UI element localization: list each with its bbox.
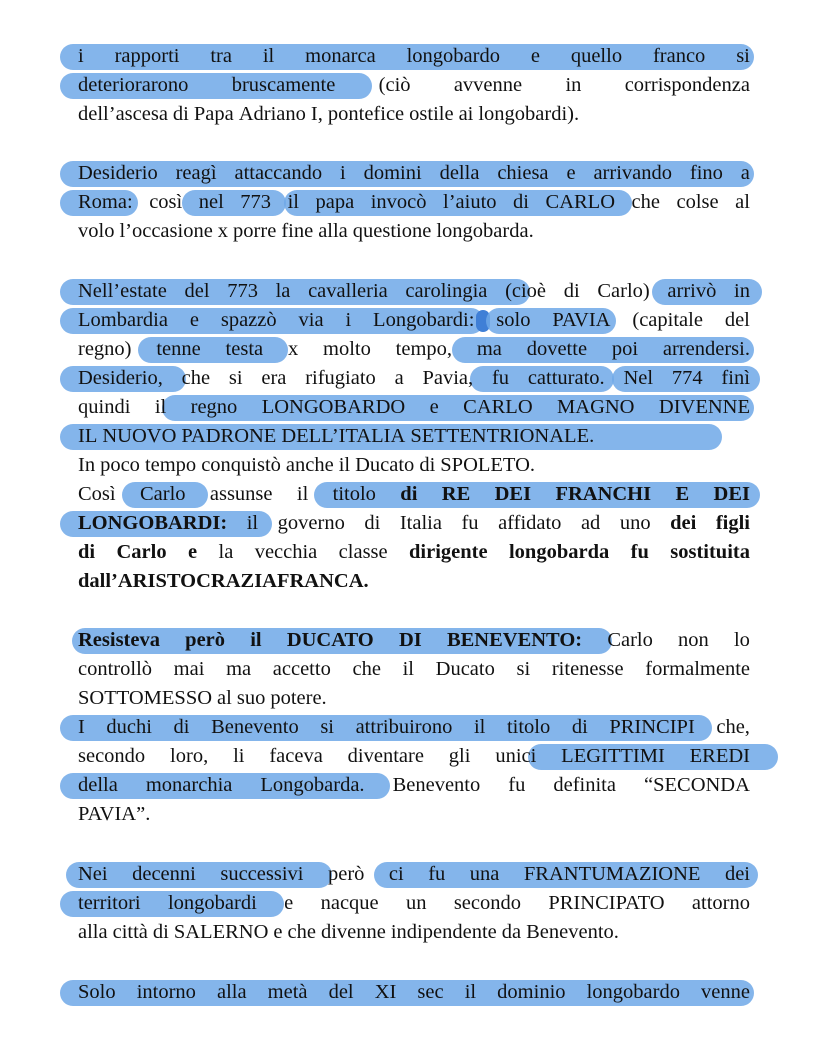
word: Carlo — [607, 629, 653, 651]
word: l’aiuto — [443, 191, 497, 213]
word: attaccando — [234, 162, 323, 184]
word: sostituita — [670, 541, 750, 563]
text-line — [78, 480, 750, 509]
word: fu — [508, 774, 526, 796]
word: il — [250, 629, 262, 651]
text-line — [78, 538, 750, 567]
word: invocò — [370, 191, 427, 213]
word: PRINCIPI — [609, 716, 695, 738]
text-line — [78, 422, 750, 451]
word: Carlo) — [597, 280, 650, 302]
word: Carlo — [139, 483, 186, 505]
word: (cioè — [505, 280, 547, 302]
word: della — [439, 162, 480, 184]
word: di — [78, 541, 96, 563]
word: (capitale — [632, 309, 703, 331]
word: metà — [267, 981, 308, 1003]
word: figli — [715, 512, 750, 534]
word: dei — [670, 512, 697, 534]
word: controllò — [78, 658, 153, 680]
word: tempo — [144, 454, 197, 476]
word: definita — [553, 774, 616, 796]
word: il — [296, 483, 309, 505]
word: di — [152, 921, 169, 943]
word: della — [78, 774, 118, 796]
word: dirigente — [409, 541, 488, 563]
word: volo — [78, 220, 115, 242]
word: un — [405, 892, 427, 914]
word: EREDI — [689, 745, 750, 767]
word: rapporti — [114, 45, 180, 67]
word: al — [735, 191, 750, 213]
word: fu — [630, 541, 649, 563]
word: però — [327, 863, 365, 885]
word: a — [394, 367, 404, 389]
word: li — [233, 745, 245, 767]
word: attorno — [691, 892, 750, 914]
word: da — [501, 921, 522, 943]
word: diventare — [347, 745, 424, 767]
text-line — [78, 889, 750, 918]
word: di — [419, 454, 436, 476]
word: DI — [398, 629, 422, 651]
word: e — [189, 309, 199, 331]
word: attribuirono — [355, 716, 453, 738]
word: Longobarda. — [260, 774, 365, 796]
text-line — [78, 771, 750, 800]
text-line — [78, 217, 750, 246]
word: deteriorarono — [78, 74, 189, 96]
text-line — [78, 713, 750, 742]
word: duchi — [106, 716, 152, 738]
word: successivi — [220, 863, 304, 885]
word: Benevento — [211, 716, 299, 738]
word: del — [184, 280, 210, 302]
word: monarca — [305, 45, 376, 67]
word: CARLO — [463, 396, 533, 418]
word: loro, — [170, 745, 209, 767]
word: il — [338, 454, 351, 476]
word: Desiderio — [78, 162, 158, 184]
word: fino — [689, 162, 723, 184]
word: SOTTOMESSO — [78, 687, 213, 709]
word: Solo — [78, 981, 116, 1003]
word: E — [675, 483, 690, 505]
word: titolo — [332, 483, 376, 505]
word: Desiderio, — [78, 367, 163, 389]
word: ad — [580, 512, 601, 534]
word: poco — [100, 454, 140, 476]
word: corrispondenza — [624, 74, 750, 96]
text-line — [78, 978, 750, 1007]
word: indipendente — [390, 921, 497, 943]
word: di — [513, 191, 529, 213]
word: Adriano — [238, 103, 306, 125]
word: a — [740, 162, 750, 184]
word: DEI — [713, 483, 750, 505]
word: longobardo — [586, 981, 680, 1003]
word: i — [340, 162, 346, 184]
text-line — [78, 742, 750, 771]
word: IL — [78, 425, 98, 447]
word: papa — [315, 191, 355, 213]
word: FRANCA. — [276, 570, 369, 592]
word: longobardo — [406, 45, 500, 67]
word: classe — [338, 541, 388, 563]
text-line — [78, 364, 750, 393]
word: di — [563, 280, 580, 302]
word: che — [181, 367, 211, 389]
word: secondo — [453, 892, 522, 914]
word: di — [571, 716, 588, 738]
word: fine — [281, 220, 314, 242]
word: LONGOBARDI: — [78, 512, 228, 534]
word: pontefice — [327, 103, 405, 125]
word: longobardi — [167, 892, 257, 914]
word: città — [112, 921, 148, 943]
word: PAVIA”. — [78, 803, 151, 825]
text-line — [78, 626, 750, 655]
word: NUOVO — [102, 425, 177, 447]
word: i — [345, 309, 352, 331]
word: titolo — [506, 716, 551, 738]
word: vecchia — [254, 541, 318, 563]
word: LONGOBARDO — [261, 396, 406, 418]
word: Ducato — [435, 658, 495, 680]
word: decenni — [132, 863, 196, 885]
word: DIVENNE — [658, 396, 750, 418]
word: domini — [363, 162, 422, 184]
word: (ciò — [378, 74, 411, 96]
word: gli — [448, 745, 471, 767]
word: che — [287, 921, 316, 943]
text-line — [78, 567, 750, 596]
word: in — [734, 280, 750, 302]
word: governo — [277, 512, 345, 534]
word: catturato. — [527, 367, 605, 389]
word: arrivò — [667, 280, 717, 302]
word: si — [516, 658, 531, 680]
word: era — [261, 367, 287, 389]
word: longobarda — [508, 541, 610, 563]
word: Longobardi: — [373, 309, 475, 331]
word: nel — [198, 191, 224, 213]
word: fu — [491, 367, 510, 389]
word: anche — [285, 454, 334, 476]
text-line — [78, 860, 750, 889]
word: l’occasione — [119, 220, 213, 242]
word: conquistò — [201, 454, 281, 476]
word: mai — [173, 658, 205, 680]
word: chiesa — [497, 162, 549, 184]
word: DEI — [494, 483, 532, 505]
word: il — [287, 191, 299, 213]
word: intorno — [136, 981, 196, 1003]
word: colse — [676, 191, 719, 213]
word: sec — [417, 981, 444, 1003]
word: la — [218, 541, 234, 563]
word: Nel — [623, 367, 654, 389]
word: x — [217, 220, 229, 242]
word: formalmente — [645, 658, 750, 680]
word: di — [173, 716, 190, 738]
word: CARLO — [545, 191, 615, 213]
word: il — [402, 658, 414, 680]
word: di — [172, 103, 189, 125]
word: XI — [374, 981, 397, 1003]
word: longobardi). — [478, 103, 580, 125]
word: testa — [225, 338, 264, 360]
word: dovette — [526, 338, 588, 360]
word: 773 — [240, 191, 272, 213]
text-line — [78, 306, 750, 335]
word: regno — [190, 396, 238, 418]
word: e — [284, 892, 294, 914]
word: del — [328, 981, 354, 1003]
word: alla — [216, 981, 247, 1003]
word: Ducato — [355, 454, 415, 476]
word: DELL’ITALIA — [281, 425, 406, 447]
word: il — [464, 981, 477, 1003]
word: dei — [724, 863, 750, 885]
word: così — [149, 191, 183, 213]
word: RE — [441, 483, 471, 505]
word: fu — [428, 863, 446, 885]
word: reagì — [175, 162, 217, 184]
word: il — [473, 716, 486, 738]
word: i — [78, 45, 84, 67]
text-line — [78, 393, 750, 422]
word: di — [400, 483, 418, 505]
word: assunse — [209, 483, 273, 505]
word: via — [298, 309, 324, 331]
word: Papa — [193, 103, 234, 125]
word: carolingia — [405, 280, 488, 302]
word: porre — [233, 220, 277, 242]
word: PAVIA — [552, 309, 611, 331]
word: si — [228, 367, 243, 389]
word: e — [566, 162, 576, 184]
word: accetto — [272, 658, 331, 680]
word: Benevento — [392, 774, 481, 796]
text-line — [78, 800, 750, 829]
text-line — [78, 42, 750, 71]
word: che — [352, 658, 381, 680]
word: e — [530, 45, 540, 67]
word: ci — [388, 863, 404, 885]
word: dall’ARISTOCRAZIA — [78, 570, 277, 592]
word: che, — [716, 716, 750, 738]
word: il — [154, 396, 167, 418]
text-line — [78, 335, 750, 364]
word: poi — [611, 338, 639, 360]
word: secondo — [78, 745, 146, 767]
text-line — [78, 100, 750, 129]
word: LEGITTIMI — [561, 745, 665, 767]
word: Roma: — [78, 191, 133, 213]
word: lo — [733, 629, 750, 651]
word: dominio — [497, 981, 566, 1003]
word: non — [678, 629, 709, 651]
word: Nei — [78, 863, 108, 885]
word: Pavia, — [422, 367, 474, 389]
word: rifugiato — [305, 367, 376, 389]
word: ma — [226, 658, 252, 680]
word: SETTENTRIONALE. — [410, 425, 595, 447]
word: I — [78, 716, 85, 738]
word: PRINCIPATO — [548, 892, 665, 914]
text-line — [78, 918, 750, 947]
text-line — [78, 159, 750, 188]
word: Italia — [399, 512, 442, 534]
word: il — [262, 45, 275, 67]
word: e — [188, 541, 198, 563]
word: SALERNO — [173, 921, 269, 943]
word: territori — [78, 892, 141, 914]
word: 773 — [227, 280, 258, 302]
word: alla — [78, 921, 108, 943]
word: unici — [495, 745, 537, 767]
word: si — [320, 716, 334, 738]
word: in — [565, 74, 582, 96]
text-line — [78, 188, 750, 217]
word: solo — [496, 309, 531, 331]
word: DUCATO — [286, 629, 374, 651]
word: Lombardia — [78, 309, 168, 331]
word: quello — [570, 45, 623, 67]
word: che — [631, 191, 660, 213]
word: arrendersi. — [662, 338, 750, 360]
word: fu — [461, 512, 479, 534]
word: questione — [352, 220, 432, 242]
word: bruscamente — [231, 74, 336, 96]
word: la — [275, 280, 291, 302]
word: e — [429, 396, 439, 418]
word: venne — [701, 981, 750, 1003]
word: nacque — [320, 892, 379, 914]
word: FRANTUMAZIONE — [523, 863, 701, 885]
word: tra — [210, 45, 232, 67]
word: x — [287, 338, 299, 360]
word: affidato — [498, 512, 562, 534]
word: però — [185, 629, 226, 651]
text-line — [78, 509, 750, 538]
word: monarchia — [145, 774, 233, 796]
text-line — [78, 684, 750, 713]
word: ostile — [409, 103, 454, 125]
word: uno — [619, 512, 651, 534]
word: al — [217, 687, 232, 709]
word: potere. — [270, 687, 327, 709]
word: il — [246, 512, 259, 534]
word: divenne — [320, 921, 386, 943]
word: faceva — [269, 745, 323, 767]
word: tenne — [156, 338, 201, 360]
word: ai — [458, 103, 474, 125]
word: arrivando — [593, 162, 672, 184]
word: Benevento. — [526, 921, 619, 943]
word: spazzò — [220, 309, 277, 331]
word: una — [469, 863, 500, 885]
word: del — [724, 309, 750, 331]
word: Così — [78, 483, 116, 505]
word: In — [78, 454, 96, 476]
word: PADRONE — [181, 425, 277, 447]
word: BENEVENTO: — [446, 629, 583, 651]
text-line — [78, 451, 750, 480]
word: di — [364, 512, 381, 534]
word: ma — [476, 338, 502, 360]
word: FRANCHI — [555, 483, 652, 505]
word: MAGNO — [557, 396, 635, 418]
word: SPOLETO. — [440, 454, 535, 476]
word: molto — [323, 338, 371, 360]
word: cavalleria — [308, 280, 388, 302]
word: franco — [652, 45, 706, 67]
text-line — [78, 655, 750, 684]
word: Carlo — [116, 541, 167, 563]
text-line — [78, 71, 750, 100]
word: e — [273, 921, 283, 943]
text-line — [78, 277, 750, 306]
word: “SECONDA — [644, 774, 750, 796]
word: avvenne — [453, 74, 523, 96]
word: longobarda. — [436, 220, 534, 242]
word: Resisteva — [78, 629, 160, 651]
word: quindi — [78, 396, 131, 418]
word: tempo, — [395, 338, 453, 360]
word: suo — [236, 687, 266, 709]
word: I, — [310, 103, 323, 125]
word: 774 — [671, 367, 703, 389]
word: alla — [318, 220, 348, 242]
word: ritenesse — [551, 658, 624, 680]
word: Nell’estate — [78, 280, 167, 302]
word: dell’ascesa — [78, 103, 168, 125]
word: regno) — [78, 338, 132, 360]
word: si — [736, 45, 750, 67]
word: finì — [721, 367, 750, 389]
